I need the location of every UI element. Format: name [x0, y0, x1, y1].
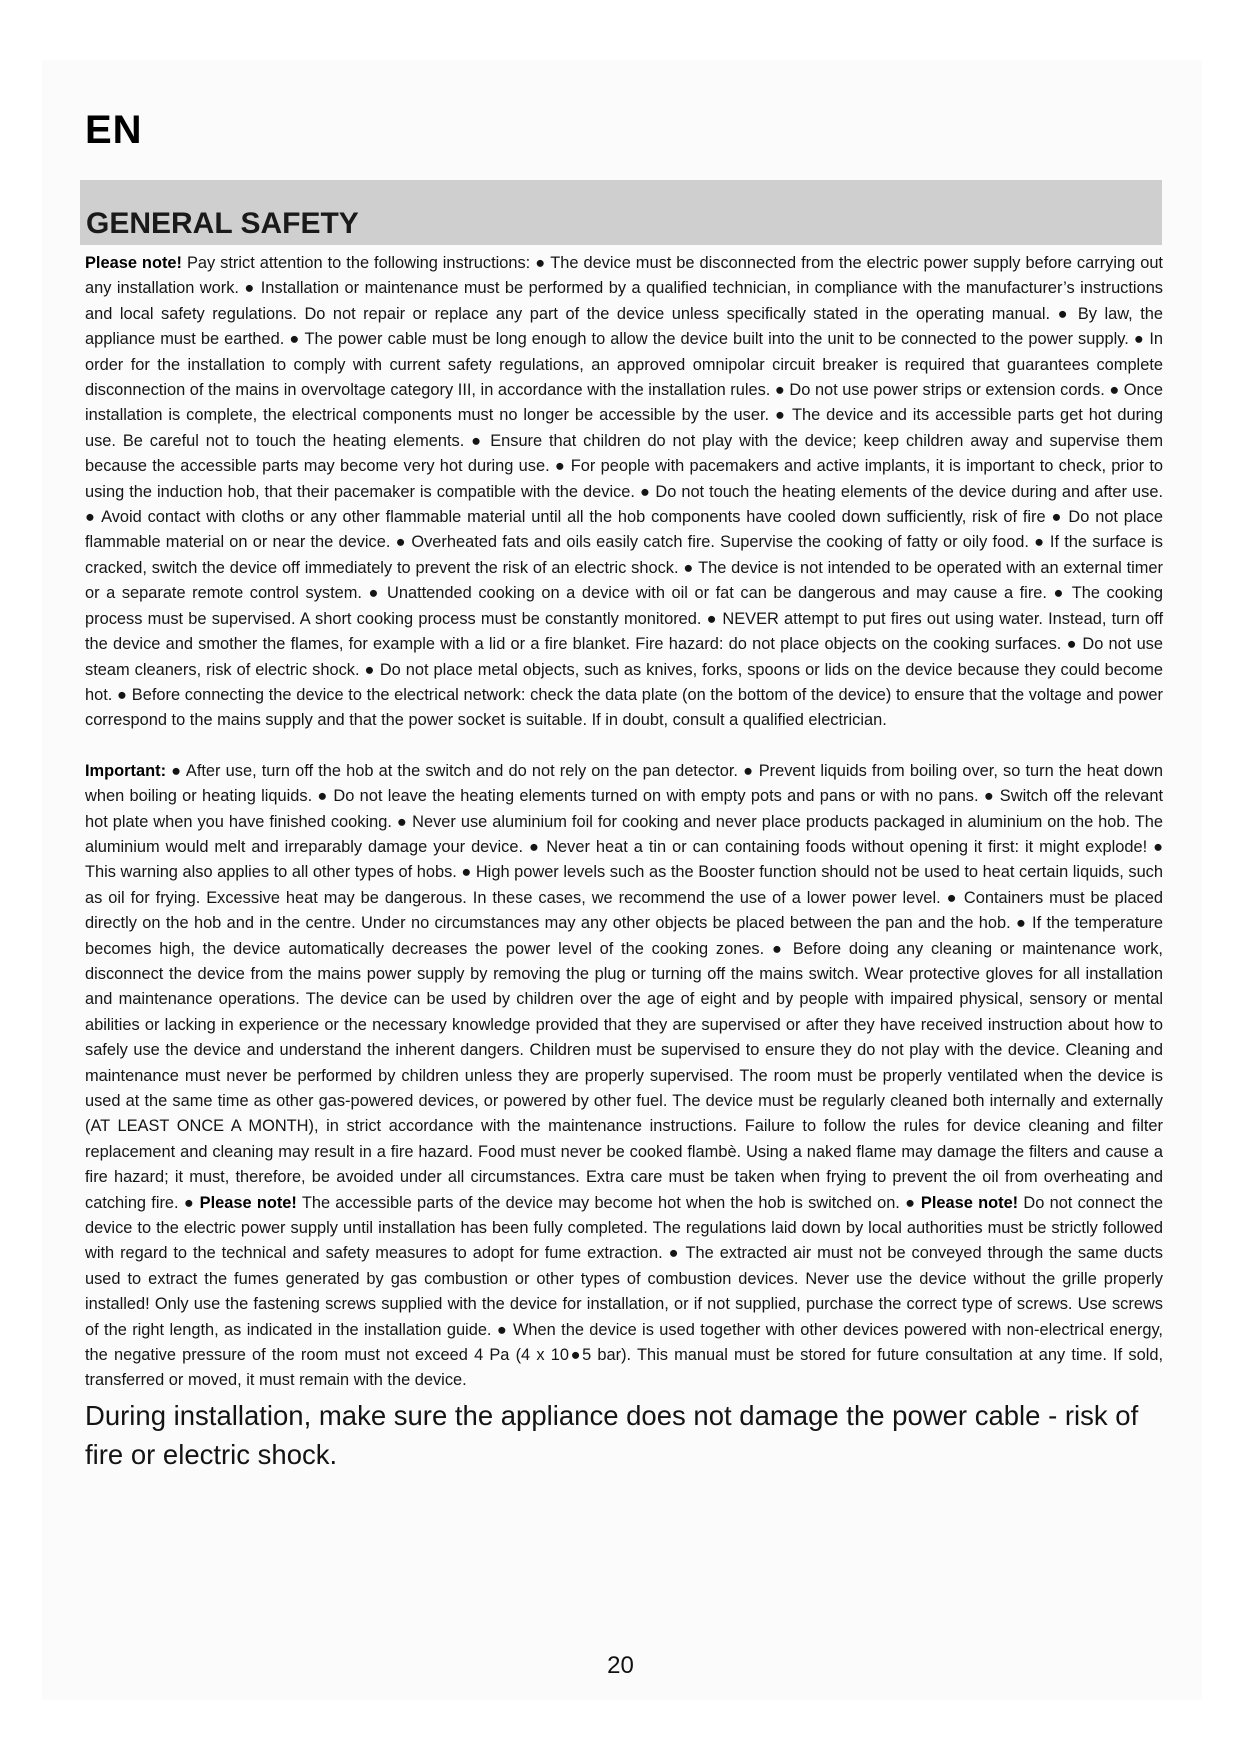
paragraph-lead-please-note: Please note! — [85, 254, 182, 272]
section-title: GENERAL SAFETY — [86, 207, 359, 240]
safety-paragraph-please-note — [85, 251, 1163, 734]
safety-paragraph-important — [85, 759, 1163, 1394]
paragraph-lead-important: Important: — [85, 761, 167, 780]
installation-warning: During installation, make sure the appliance does not damage the power cable - risk of fire or electric shock. — [85, 1399, 1139, 1470]
inline-note-label: Please note! — [920, 1193, 1019, 1212]
paragraph-text: Pay strict attention to the following instructions: ● The device must be disconnected from the electric power supply before carrying out any installation work. ● Installation or maintenance must be performed by a qualified technician, in compliance with the manufacturer’s instructions and local safety regulations. Do not repair or replace any part of the device unless specifically stated in the operating manual. ● By law, the appliance must be earthed. ● The power cable must be long enough to allow the device built into the unit to be connected to the power supply. ● In order for the installation to comply with current safety regulations, an approved omnipolar circuit breaker is required that guarantees complete disconnection of the mains in overvoltage category III, in accordance with the installation rules. ● Do not use power strips or extension cords. ● Once installation is complete, the electrical components must no longer be accessible by the user. ● The device and its accessible parts get hot during use. Be careful not to touch the heating elements. ● Ensure that children do not play with the device; keep children away and supervise them because the accessible parts may become very hot during use. ● For people with pacemakers and active implants, it is important to check, prior to using the induction hob, that their pacemaker is compatible with the device. ● Do not touch the heating elements of the device during and after use. ● Avoid contact with cloths or any other flammable material until all the hob components have cooled down sufficiently, risk of fire ● Do not place flammable material on or near the device. ● Overheated fats and oils easily catch fire. Supervise the cooking of fatty or oily food. ● If the surface is cracked, switch the device off immediately to prevent the risk of an electric shock. ● The device is not intended to be operated with an external timer or a separate remote control system. ● Unattended cooking on a device with oil or fat can be dangerous and may cause a fire. ● The cooking process must be supervised. A short cooking process must be constantly monitored. ● NEVER attempt to put fires out using water. Instead, turn off the device and smother the flames, for example with a lid or a fire blanket. Fire hazard: do not place objects on the cooking surfaces. ● Do not use steam cleaners, risk of electric shock. ● Do not place metal objects, such as knives, forks, spoons or lids on the device because they could become hot. ● Before connecting the device to the electrical network: check the data plate (on the bottom of the device) to ensure that the voltage and power correspond to the mains supply and that the power socket is suitable. If in doubt, consult a qualified electrician. — [85, 254, 1163, 730]
paragraph-text: Do not connect the device to the electric power supply until installation has been fully completed. The regulations laid down by local authorities must be strictly followed with regard to the technical and safety measures to adopt for fume extraction. ● The extracted air must not be conveyed through the same ducts used to extract the fumes generated by gas combustion or other types of combustion devices. Never use the device without the grille properly installed! Only use the fastening screws supplied with the device for installation, or if not supplied, purchase the correct type of screws. Use screws of the right length, as indicated in the installation guide. ● When the device is used together with other devices powered with non-electrical energy, the negative pressure of the room must not exceed 4 Pa (4 x 10●5 bar). This manual must be stored for future consultation at any time. If sold, transferred or moved, it must remain with the device. — [85, 1193, 1164, 1390]
paragraph-text: ● After use, turn off the hob at the switch and do not rely on the pan detector. ● Prevent liquids from boiling over, so turn the heat down when boiling or heating liquids. ● Do not leave the heating elements turned on with empty pots and pans or with no pans. ● Switch off the relevant hot plate when you have finished cooking. ● Never use aluminium foil for cooking and never place products packaged in aluminium on the hob. The aluminium would melt and irreparably damage your device. ● Never heat a tin or can containing foods without opening it first: it might explode! ● This warning also applies to all other types of hobs. ● High power levels such as the Booster function should not be used to heat certain liquids, such as oil for frying. Excessive heat may be dangerous. In these cases, we recommend the use of a lower power level. ● Containers must be placed directly on the hob and in the centre. Under no circumstances may any other objects be placed between the pan and the hob. ● If the temperature becomes high, the device automatically decreases the power level of the cooking zones. ● Before doing any cleaning or maintenance work, disconnect the device from the mains power supply by removing the plug or turning off the mains switch. Wear protective gloves for all installation and maintenance operations. The device can be used by children over the age of eight and by people with impaired physical, sensory or mental abilities or lacking in experience or the necessary knowledge provided that they are supervised or after they have received instruction about how to safely use the device and understand the inherent dangers. Children must be supervised to ensure they do not play with the device. Cleaning and maintenance must never be performed by children unless they are properly supervised. The room must be properly ventilated when the device is used at the same time as other gas-powered devices, or powered by other fuel. The device must be regularly cleaned both internally and externally (AT LEAST ONCE A MONTH), in strict accordance with the maintenance instructions. Failure to follow the rules for device cleaning and filter replacement and cleaning may result in a fire hazard. Food must never be cooked flambè. Using a naked flame may damage the filters and cause a fire hazard; it must, therefore, be avoided under all circumstances. Extra care must be taken when frying to prevent the oil from overheating and catching fire. ● — [85, 761, 1163, 1212]
paragraph-text: The accessible parts of the device may become hot when the hob is switched on. ● — [296, 1193, 921, 1212]
language-code: EN — [85, 108, 143, 152]
inline-note-label: Please note! — [199, 1193, 297, 1212]
page-number: 20 — [607, 1652, 634, 1679]
section-header-bar — [80, 180, 1162, 245]
body-content — [85, 251, 1163, 1474]
